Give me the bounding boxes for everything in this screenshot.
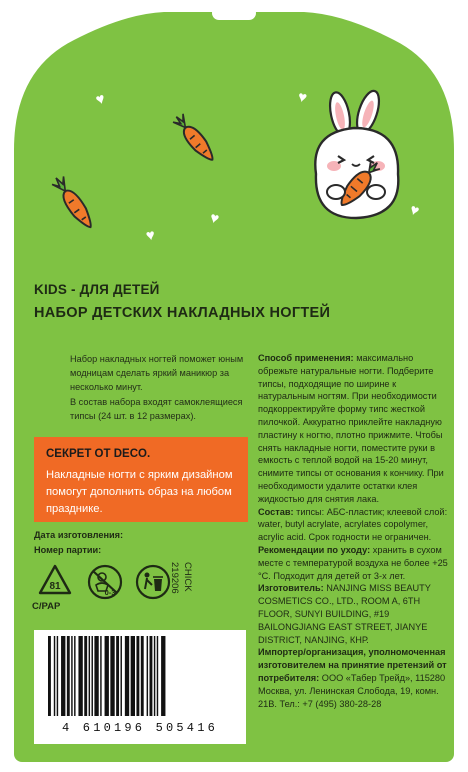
composition-text: типсы: АБС-пластик; клеевой слой: water, butyl acrylate, acrylates copolymer, acrylic acid. Срок годности не ограничен. <box>258 506 448 543</box>
barcode-bar <box>100 636 101 716</box>
article-number: 219206 <box>169 562 180 594</box>
manufacture-date-label: Дата изготовления: <box>34 530 124 540</box>
description-paragraph: Набор накладных ногтей поможет юным модницам сделать яркий маникюр за несколько минут. <box>70 354 244 393</box>
barcode-bar <box>67 636 70 716</box>
composition-section <box>258 506 452 544</box>
storage-text: хранить в сухом месте с температурой воздуха не более +25 °С. Подходит для детей от 3-х лет. <box>258 544 448 581</box>
subtitle: KIDS - ДЛЯ ДЕТЕЙ <box>34 282 160 297</box>
package-card <box>14 0 454 762</box>
barcode-bar <box>121 636 122 716</box>
bunny-icon <box>296 88 414 228</box>
instructions-column <box>258 352 452 710</box>
composition-heading: Состав: <box>258 506 294 517</box>
usage-section <box>258 352 452 506</box>
manufacturer-text: NANJING MISS BEAUTY COSMETICS CO., LTD., ROOM A, 6TH FLOOR, SUNYI BUILDING, #19 BAILONGJIANG EAST STREET, JIANYE DISTRICT, NANJING, КНР. <box>258 583 431 645</box>
product-title: НАБОР ДЕТСКИХ НАКЛАДНЫХ НОГТЕЙ <box>34 305 331 321</box>
storage-heading: Рекомендации по уходу: <box>258 544 371 555</box>
manufacturer-heading: Изготовитель: <box>258 583 324 594</box>
barcode-bar <box>74 636 75 716</box>
recycle-icon <box>36 563 74 601</box>
barcode-bar <box>116 636 119 716</box>
heart-icon: ♥ <box>207 209 221 228</box>
importer-heading: Импортер/организация, уполномоченная изготовителем на принятие претензий от потребителя: <box>258 647 447 683</box>
barcode-bar <box>71 636 72 716</box>
age-restriction-icon <box>86 563 124 601</box>
barcode-bar <box>125 636 129 716</box>
product-code: CHICK <box>182 562 193 592</box>
importer-section <box>258 646 452 710</box>
barcode-bar <box>78 636 82 716</box>
carrot-icon <box>164 108 226 170</box>
barcode-bar <box>147 636 148 716</box>
barcode-bar <box>131 636 135 716</box>
barcode-bar <box>48 636 51 716</box>
barcode-bar <box>89 636 90 716</box>
product-description <box>70 352 248 423</box>
recycle-number: 81 <box>49 581 61 592</box>
barcode-bar <box>54 636 55 716</box>
barcode-bar <box>136 636 139 716</box>
description-paragraph: В состав набора входят самоклеящиеся типсы (24 шт. в 12 размерах). <box>70 396 243 421</box>
heart-icon: ♥ <box>144 226 157 245</box>
carrot-icon <box>42 172 108 238</box>
hang-hole <box>212 6 256 20</box>
importer-text: ООО «Табер Трейд», 115280 Москва, ул. Ленинская Слобода, 19, комн. 21В. <box>258 672 446 709</box>
storage-section <box>258 544 452 582</box>
recycle-code: C/PAP <box>32 601 61 612</box>
barcode-bar <box>94 636 98 716</box>
barcode-bar <box>61 636 65 716</box>
barcode-bar <box>92 636 93 716</box>
barcode-bar <box>57 636 58 716</box>
importer-phone: Тел.: +7 (495) 380-28-28 <box>279 698 382 709</box>
barcode-bar <box>105 636 109 716</box>
age-label: 0-3 <box>104 588 116 597</box>
barcode-bar <box>157 636 158 716</box>
heart-icon: ♥ <box>407 200 422 221</box>
barcode-area <box>34 630 246 744</box>
manufacturer-section <box>258 582 452 646</box>
heart-icon: ♥ <box>296 88 309 107</box>
usage-heading: Способ применения: <box>258 353 354 363</box>
usage-text: максимально обрежьте натуральные ногти. Подберите типсы, подходящие по ширине к натуральным ногтям. При необходимости подкорректируйте форму типс жесткой пилочкой. Аккуратно приклейте накладную пластину к ногтю, плотно прижмите. Чтобы снять накладные ногти, поместите руки в емкость с теплой водой на 15-20 минут, снимите типсы от основания к кончику. При необходимости удалите остатки клея жидкостью для снятия лака. <box>258 353 444 504</box>
secret-heading: СЕКРЕТ ОТ DECO. <box>46 448 151 460</box>
barcode-bar <box>141 636 144 716</box>
secret-text: Накладные ногти с ярким дизайном помогут дополнить образ на любом празднике. <box>46 469 233 515</box>
barcode-bar <box>84 636 87 716</box>
heart-icon: ♥ <box>93 90 108 109</box>
barcode-number: 4 610196 505416 <box>61 721 219 735</box>
secret-box <box>34 437 248 522</box>
barcode-bar <box>161 636 165 716</box>
barcode-bar <box>150 636 153 716</box>
batch-number-label: Номер партии: <box>34 545 102 555</box>
barcode-bar <box>110 636 114 716</box>
barcode-bar <box>154 636 155 716</box>
barcode-icon <box>42 636 238 716</box>
trash-bin-icon <box>134 563 172 601</box>
